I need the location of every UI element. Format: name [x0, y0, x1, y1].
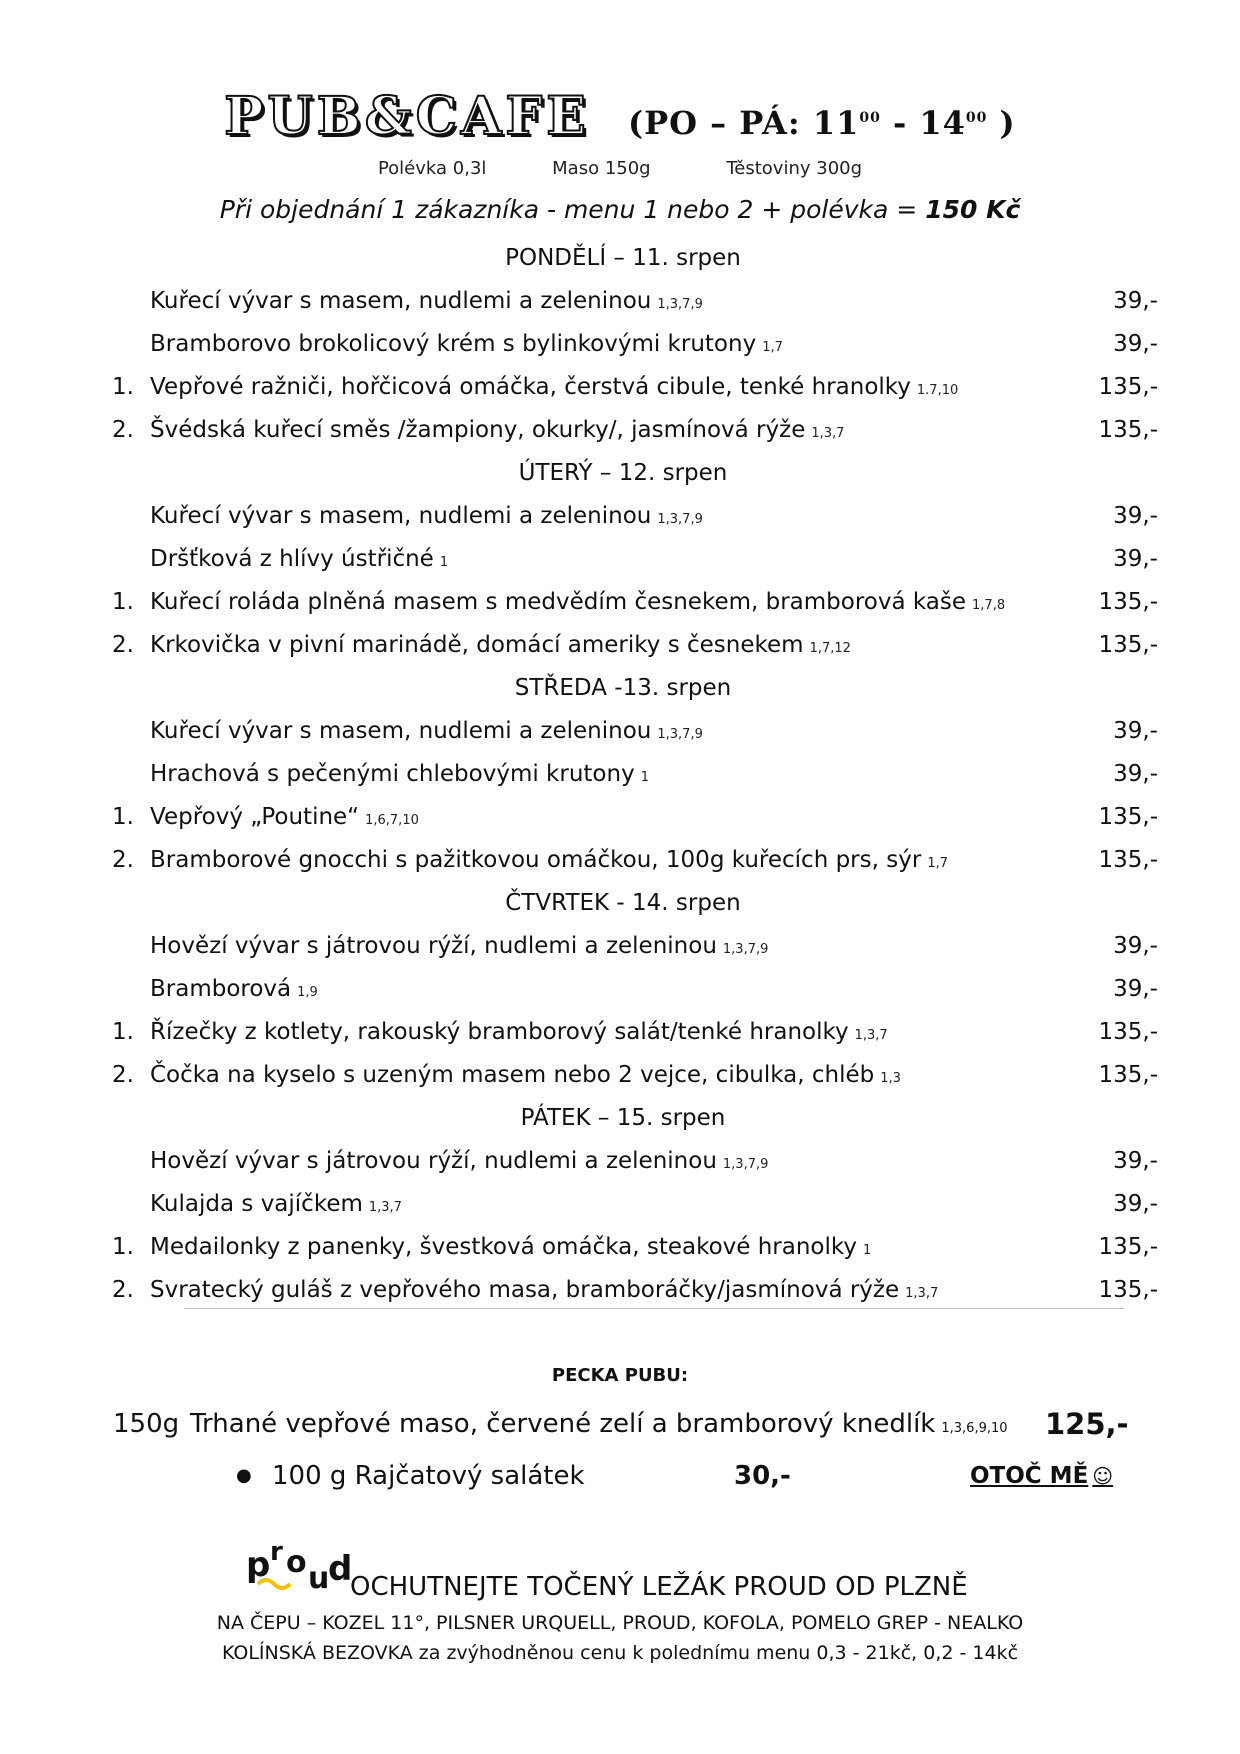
item-price: 39,- — [1113, 1191, 1158, 1217]
menu-item — [0, 1226, 1240, 1269]
item-name-group — [150, 925, 768, 971]
bullet-icon: ● — [236, 1465, 252, 1486]
pecka-allergens: 1,3,6,9,10 — [941, 1421, 1008, 1436]
page-title — [0, 86, 1240, 147]
day-heading: STŘEDA -13. srpen — [514, 675, 732, 701]
side-name: 100 g Rajčatový salátek — [272, 1461, 585, 1491]
svg-text:u: u — [308, 1561, 330, 1596]
pecka-name: Trhané vepřové maso, červené zelí a bramborový knedlík 1,3,6,9,10 — [190, 1409, 1008, 1439]
opening-hours: (PO – PÁ: $11^{00} - 14^{00}$ ) — [627, 104, 1016, 142]
pecka-main-dish — [0, 1402, 1240, 1446]
item-allergens: 1,3,7,9 — [722, 1157, 769, 1172]
item-allergens: 1,3,7,9 — [657, 297, 703, 312]
item-name: Hrachová s pečenými chlebovými krutony — [150, 761, 635, 787]
portion-pasta: Těstoviny 300g — [726, 158, 863, 179]
item-allergens: 1,3 — [880, 1071, 901, 1086]
item-name-group — [150, 1140, 768, 1186]
tap-line: NA ČEPU – KOZEL 11°, PILSNER URQUELL, PROUD, KOFOLA, POMELO GREP - NEALKO — [216, 1612, 1024, 1634]
menu-item — [0, 538, 1240, 581]
menu-item — [0, 1183, 1240, 1226]
item-name-group — [150, 495, 703, 541]
item-name: Vepřové ražniči, hořčicová omáčka, čerstvá cibule, tenké hranolky — [150, 374, 911, 400]
item-name-group — [150, 1011, 888, 1057]
item-name-group — [150, 968, 318, 1014]
item-name: Krkovička v pivní marinádě, domácí ameriky s česnekem — [150, 632, 804, 658]
item-name: Medailonky z panenky, švestková omáčka, steakové hranolky — [150, 1234, 858, 1260]
svg-text:o: o — [286, 1545, 307, 1580]
item-name: Čočka na kyselo s uzeným masem nebo 2 vejce, cibulka, chléb — [150, 1062, 875, 1088]
item-number: 2. — [112, 632, 134, 658]
item-name-group — [150, 1054, 901, 1100]
pecka-side-dish — [0, 1456, 1240, 1496]
item-name: Bramborové gnocchi s pažitkovou omáčkou, 100g kuřecích prs, sýr — [150, 847, 922, 873]
item-name: Dršťková z hlívy ústřičné — [150, 546, 434, 572]
item-price: 39,- — [1113, 933, 1158, 959]
item-name: Kuřecí vývar s masem, nudlemi a zeleninou — [150, 288, 652, 314]
menu-item — [0, 409, 1240, 452]
item-price: 39,- — [1113, 288, 1158, 314]
svg-text:r: r — [270, 1537, 283, 1567]
menu-item — [0, 839, 1240, 882]
promo-line: Při objednání 1 zákazníka - menu 1 nebo 2 + polévka = 150 Kč — [219, 195, 1021, 224]
item-price: 135,- — [1098, 847, 1158, 873]
item-number: 1. — [112, 1234, 134, 1260]
item-price: 135,- — [1098, 374, 1158, 400]
item-name: Hovězí vývar s játrovou rýží, nudlemi a zeleninou — [150, 933, 717, 959]
side-price: 30,- — [734, 1461, 791, 1491]
item-number: 1. — [112, 374, 134, 400]
item-name: Švédská kuřecí směs /žampiony, okurky/, jasmínová rýže — [150, 417, 806, 443]
item-number: 1. — [112, 804, 134, 830]
menu-item — [0, 366, 1240, 409]
item-allergens: 1,7 — [927, 856, 948, 871]
item-allergens: 1,3,7 — [811, 426, 845, 441]
item-allergens: 1,3,7,9 — [657, 512, 703, 527]
item-name: Vepřový „Poutine“ — [150, 804, 360, 830]
item-allergens: 1,3,7,9 — [722, 942, 769, 957]
item-name-group — [150, 624, 851, 670]
item-allergens: 1,7,8 — [972, 598, 1006, 613]
item-number: 2. — [112, 1277, 134, 1303]
item-number: 2. — [112, 417, 134, 443]
item-name: Kulajda s vajíčkem — [150, 1191, 363, 1217]
item-number: 2. — [112, 847, 134, 873]
day-heading: ÚTERÝ – 12. srpen — [518, 460, 728, 486]
divider — [184, 1308, 1124, 1309]
menu-item — [0, 1054, 1240, 1097]
item-price: 135,- — [1098, 589, 1158, 615]
daily-menu — [0, 237, 1240, 1312]
item-price: 39,- — [1113, 976, 1158, 1002]
pecka-weight: 150g — [113, 1409, 180, 1439]
item-price: 135,- — [1098, 417, 1158, 443]
item-name: Kuřecí vývar s masem, nudlemi a zeleninou — [150, 503, 652, 529]
item-name: Bramborová — [150, 976, 292, 1002]
item-price: 39,- — [1113, 718, 1158, 744]
pecka-price: 125,- — [1045, 1407, 1129, 1441]
item-price: 39,- — [1113, 546, 1158, 572]
item-allergens: 1,3,7 — [368, 1200, 402, 1215]
item-name-group — [150, 796, 419, 842]
turn-over-note: OTOČ MĚ ☺ — [970, 1463, 1114, 1489]
menu-item — [0, 1011, 1240, 1054]
portion-meat: Maso 150g — [552, 158, 651, 179]
day-heading: PÁTEK – 15. srpen — [520, 1105, 726, 1131]
item-name-group — [150, 839, 948, 885]
item-name-group — [150, 409, 844, 455]
beer-line: OCHUTNEJTE TOČENÝ LEŽÁK PROUD OD PLZNĚ — [350, 1572, 968, 1602]
item-allergens: 1,3,7 — [905, 1286, 939, 1301]
svg-text:p: p — [246, 1545, 271, 1585]
item-name: Hovězí vývar s játrovou rýží, nudlemi a zeleninou — [150, 1148, 717, 1174]
item-name-group — [150, 323, 783, 369]
menu-item — [0, 796, 1240, 839]
menu-item — [0, 624, 1240, 667]
item-name-group — [150, 753, 649, 799]
item-allergens: 1 — [439, 555, 449, 570]
item-allergens: 1.7,10 — [916, 383, 959, 398]
item-name: Kuřecí vývar s masem, nudlemi a zeleninou — [150, 718, 652, 744]
menu-item — [0, 925, 1240, 968]
item-allergens: 1 — [863, 1243, 872, 1258]
portion-sizes — [0, 158, 1240, 179]
smile-icon: ☺ — [1092, 1464, 1114, 1488]
item-price: 39,- — [1113, 331, 1158, 357]
item-price: 135,- — [1098, 1062, 1158, 1088]
bezovka-line: KOLÍNSKÁ BEZOVKA za zvýhodněnou cenu k polednímu menu 0,3 - 21kč, 0,2 - 14kč — [221, 1642, 1019, 1664]
day-heading: PONDĚLÍ – 11. srpen — [505, 245, 741, 271]
item-name-group — [150, 538, 448, 584]
menu-item — [0, 280, 1240, 323]
item-name-group — [150, 1226, 871, 1272]
item-price: 39,- — [1113, 1148, 1158, 1174]
item-name: Bramborovo brokolicový krém s bylinkovými krutony — [150, 331, 757, 357]
item-number: 1. — [112, 589, 134, 615]
item-price: 135,- — [1098, 1019, 1158, 1045]
item-price: 135,- — [1098, 1277, 1158, 1303]
menu-item — [0, 1140, 1240, 1183]
item-name-group — [150, 710, 703, 756]
item-allergens: 1 — [640, 770, 649, 785]
item-name: Svratecký guláš z vepřového masa, bramboráčky/jasmínová rýže — [150, 1277, 900, 1303]
proud-logo — [244, 1530, 356, 1600]
day-heading: ČTVRTEK - 14. srpen — [505, 890, 741, 916]
item-allergens: 1,7,12 — [809, 641, 851, 656]
promo-price: 150 Kč — [925, 195, 1021, 224]
item-price: 135,- — [1098, 804, 1158, 830]
item-price: 39,- — [1113, 761, 1158, 787]
item-price: 135,- — [1098, 1234, 1158, 1260]
item-allergens: 1,3,7 — [854, 1028, 888, 1043]
pecka-title: PECKA PUBU: — [551, 1365, 689, 1386]
item-name: Řízečky z kotlety, rakouský bramborový salát/tenké hranolky — [150, 1019, 849, 1045]
item-name-group — [150, 1183, 402, 1229]
item-price: 39,- — [1113, 503, 1158, 529]
svg-text:d: d — [328, 1549, 353, 1589]
menu-item — [0, 581, 1240, 624]
item-allergens: 1,6,7,10 — [365, 813, 419, 828]
item-name: Kuřecí roláda plněná masem s medvědím česnekem, bramborová kaše — [150, 589, 967, 615]
item-allergens: 1,3,7,9 — [657, 727, 703, 742]
menu-item — [0, 753, 1240, 796]
brand-name: PUB&CAFE — [224, 86, 590, 147]
item-allergens: 1,7 — [762, 340, 783, 355]
item-allergens: 1,9 — [297, 985, 318, 1000]
menu-item — [0, 323, 1240, 366]
item-name-group — [150, 581, 1005, 627]
item-name-group — [150, 280, 703, 326]
item-number: 1. — [112, 1019, 134, 1045]
item-name-group — [150, 366, 958, 412]
item-number: 2. — [112, 1062, 134, 1088]
portion-soup: Polévka 0,3l — [377, 158, 487, 179]
menu-item — [0, 710, 1240, 753]
menu-item — [0, 1269, 1240, 1312]
menu-item — [0, 968, 1240, 1011]
item-price: 135,- — [1098, 632, 1158, 658]
menu-item — [0, 495, 1240, 538]
